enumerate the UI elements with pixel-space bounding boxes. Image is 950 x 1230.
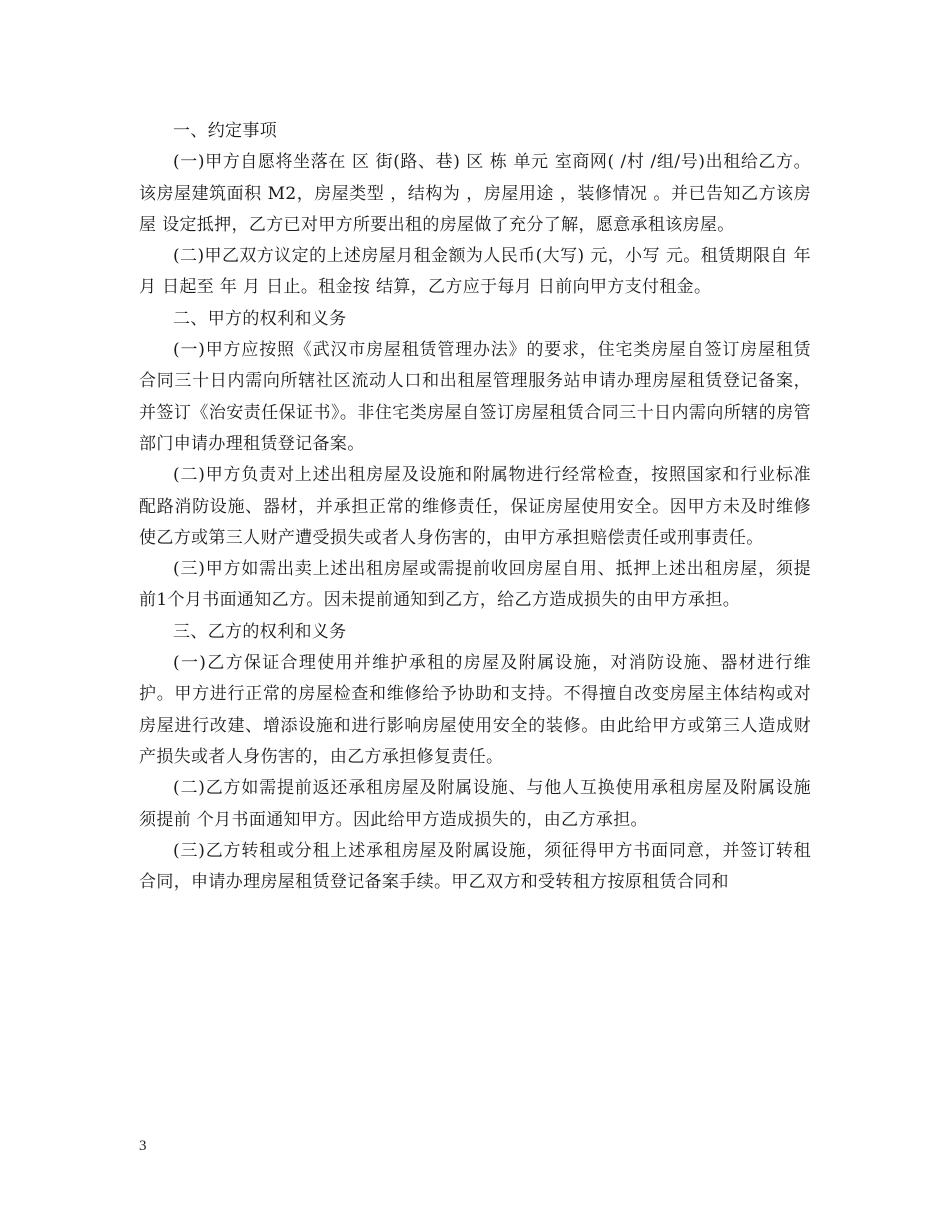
- paragraph: (三)乙方转租或分租上述承租房屋及附属设施，须征得甲方书面同意，并签订转租合同，申请办理房屋租赁登记备案手续。甲乙双方和受转租方按原租赁合同和: [139, 840, 811, 893]
- paragraph: (二)乙方如需提前返还承租房屋及附属设施、与他人互换使用承租房屋及附属设施须提前 个月书面通知甲方。因此给甲方造成损失的，由乙方承担。: [139, 778, 811, 830]
- paragraph: (二)甲方负责对上述出租房屋及设施和附属物进行经常检查，按照国家和行业标准配路消防设施、器材，并承担正常的维修责任，保证房屋使用安全。因甲方未及时维修使乙方或第三人财产遭受损失或者人身伤害的，由甲方承担赔偿责任或刑事责任。: [139, 465, 811, 548]
- section-heading-2: 二、甲方的权利和义务: [173, 308, 347, 329]
- paragraph: (一)甲方应按照《武汉市房屋租赁管理办法》的要求，住宅类房屋自签订房屋租赁合同三十日内需向所辖社区流动人口和出租屋管理服务站申请办理房屋租赁登记备案，并签订《治安责任保证书》。非住宅类房屋自签订房屋租赁合同三十日内需向所辖的房管部门申请办理租赁登记备案。: [139, 340, 811, 454]
- paragraph: (二)甲乙双方议定的上述房屋月租金额为人民币(大写) 元，小写 元。租赁期限自 年 月 日起至 年 月 日止。租金按 结算，乙方应于每月 日前向甲方支付租金。: [139, 246, 811, 298]
- paragraph: (三)甲方如需出卖上述出租房屋或需提前收回房屋自用、抵押上述出租房屋，须提前1个月书面通知乙方。因未提前通知到乙方，给乙方造成损失的由甲方承担。: [139, 559, 811, 611]
- section-heading-1: 一、约定事项: [173, 121, 278, 141]
- document-body: [139, 116, 811, 898]
- page-number: 3: [139, 1138, 147, 1154]
- section-heading-3: 三、乙方的权利和义务: [173, 621, 347, 642]
- paragraph: (一)甲方自愿将坐落在 区 街(路、巷) 区 栋 单元 室商网( /村 /组/号)出租给乙方。该房屋建筑面积 M2，房屋类型 ，结构为 ，房屋用途 ，装修情况 。并已告知乙方该房屋 设定抵押，乙方已对甲方所要出租的房屋做了充分了解，愿意承租该房屋。: [139, 152, 811, 235]
- paragraph: (一)乙方保证合理使用并维护承租的房屋及附属设施，对消防设施、器材进行维护。甲方进行正常的房屋检查和维修给予协助和支持。不得擅自改变房屋主体结构或对房屋进行改建、增添设施和进行影响房屋使用安全的装修。由此给甲方或第三人造成财产损失或者人身伤害的，由乙方承担修复责任。: [139, 653, 811, 767]
